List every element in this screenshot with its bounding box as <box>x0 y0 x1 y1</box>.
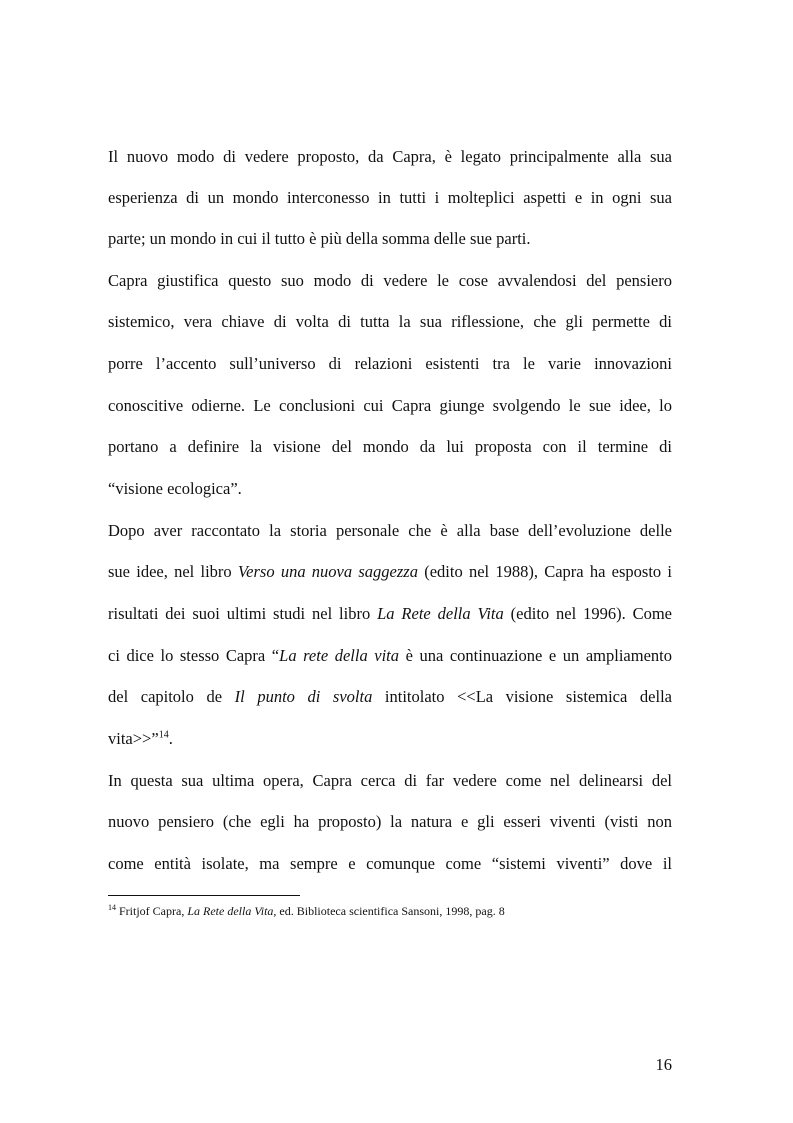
text-run: Fritjof Capra, <box>116 904 188 918</box>
text-run: sue idee, nel libro <box>108 562 238 581</box>
body-line <box>108 686 672 708</box>
body-line: Capra giustifica questo suo modo di vedere le cose avvalendosi del pensiero <box>108 271 672 290</box>
body-line <box>108 645 672 667</box>
text-run: del capitolo de <box>108 687 235 706</box>
text-run: vita>>” <box>108 729 159 748</box>
text-run: (edito nel 1996). Come <box>503 604 672 623</box>
book-title: La Rete della Vita <box>377 604 504 623</box>
body-line: nuovo pensiero (che egli ha proposto) la natura e gli esseri viventi (visti non <box>108 812 672 831</box>
text-run: intitolato <<La visione sistemica della <box>372 687 672 706</box>
text-run: è una continuazione e un ampliamento <box>399 646 672 665</box>
body-line: porre l’accento sull’universo di relazioni esistenti tra le varie innovazioni <box>108 354 672 373</box>
book-title: La rete della vita <box>279 646 400 665</box>
footnote-separator <box>108 895 300 896</box>
body-line: esperienza di un mondo interconesso in tutti i molteplici aspetti e in ogni sua <box>108 188 672 207</box>
body-line: conoscitive odierne. Le conclusioni cui Capra giunge svolgendo le sue idee, lo <box>108 396 672 415</box>
text-run: , ed. Biblioteca scientifica Sansoni, 1998, pag. 8 <box>273 904 505 918</box>
body-line <box>108 603 672 625</box>
footnote <box>108 903 505 919</box>
body-line: come entità isolate, ma sempre e comunque come “sistemi viventi” dove il <box>108 854 672 873</box>
body-line: parte; un mondo in cui il tutto è più della somma delle sue parti. <box>108 229 531 248</box>
body-line: portano a definire la visione del mondo da lui proposta con il termine di <box>108 437 672 456</box>
body-line: Il nuovo modo di vedere proposto, da Capra, è legato principalmente alla sua <box>108 147 672 166</box>
body-line: Dopo aver raccontato la storia personale che è alla base dell’evoluzione delle <box>108 521 672 540</box>
book-title: La Rete della Vita <box>187 904 274 918</box>
text-run: . <box>168 729 173 748</box>
footnote-reference: 14 <box>158 729 169 741</box>
text-run: (edito nel 1988), Capra ha esposto i <box>417 562 672 581</box>
body-line <box>108 561 672 583</box>
body-line: sistemico, vera chiave di volta di tutta la sua riflessione, che gli permette di <box>108 312 672 331</box>
body-line: “visione ecologica”. <box>108 479 242 498</box>
body-line: In questa sua ultima opera, Capra cerca di far vedere come nel delinearsi del <box>108 771 672 790</box>
book-title: Il punto di svolta <box>234 687 373 706</box>
body-line <box>108 728 672 750</box>
page-number: 16 <box>655 1055 672 1074</box>
footnote-number: 14 <box>108 903 116 912</box>
book-title: Verso una nuova saggezza <box>237 562 418 581</box>
text-run: risultati dei suoi ultimi studi nel libro <box>108 604 378 623</box>
text-run: ci dice lo stesso Capra “ <box>108 646 280 665</box>
